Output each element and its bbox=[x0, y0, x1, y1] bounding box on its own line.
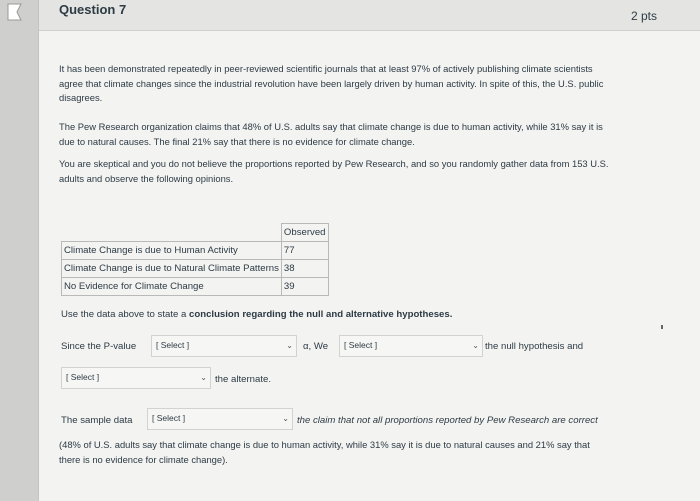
select-value: [ Select ] bbox=[152, 413, 186, 423]
claim-label: the claim that not all proportions reported by Pew Research are correct bbox=[297, 415, 598, 426]
question-card bbox=[38, 0, 700, 501]
chevron-down-icon: ⌄ bbox=[472, 341, 479, 350]
paragraph-sample: You are skeptical and you do not believe the proportions reported by Pew Research, and so you randomly gather data from 153 U.S. adults and observe the following opinions. bbox=[59, 158, 609, 184]
table-row bbox=[62, 278, 329, 296]
select-value: [ Select ] bbox=[156, 340, 190, 350]
decision-select[interactable] bbox=[339, 335, 483, 357]
alpha-we-label: α, We bbox=[303, 341, 329, 352]
pvalue-label: Since the P-value bbox=[61, 341, 137, 352]
table-row-label: Climate Change is due to Natural Climate Patterns bbox=[62, 260, 282, 278]
table-row bbox=[62, 260, 329, 278]
table-header-row bbox=[62, 224, 329, 242]
select-value: [ Select ] bbox=[344, 340, 378, 350]
sample-data-label: The sample data bbox=[61, 415, 133, 426]
pvalue-comparison-select[interactable] bbox=[151, 335, 297, 357]
table-header-observed: Observed bbox=[281, 224, 328, 242]
table-row-label: Climate Change is due to Human Activity bbox=[62, 242, 282, 260]
observed-table bbox=[61, 223, 329, 296]
question-title: Question 7 bbox=[59, 2, 127, 17]
paragraph-pew-claim: The Pew Research organization claims that 48% of U.S. adults say that climate change is due to human activity, while 31% say it is due to natural causes. The final 21% say that there is no evidence for climate change. bbox=[59, 121, 603, 147]
table-row-value: 39 bbox=[281, 278, 328, 296]
null-hypothesis-label: the null hypothesis and bbox=[485, 341, 584, 352]
chevron-down-icon: ⌄ bbox=[200, 373, 207, 382]
instruction-text bbox=[61, 309, 452, 320]
instruction-prefix: Use the data above to state a bbox=[61, 309, 190, 320]
sample-data-select[interactable] bbox=[147, 408, 293, 430]
chevron-down-icon: ⌄ bbox=[282, 414, 289, 423]
table-row-label: No Evidence for Climate Change bbox=[62, 278, 282, 296]
scrollbar-marker bbox=[661, 325, 663, 329]
question-points: 2 pts bbox=[630, 9, 657, 23]
question-header bbox=[39, 0, 700, 31]
table-corner-cell bbox=[62, 224, 282, 242]
alternate-label: the alternate. bbox=[215, 374, 272, 385]
table-row-value: 77 bbox=[281, 242, 328, 260]
alternate-decision-select[interactable] bbox=[61, 367, 211, 389]
claim-note: (48% of U.S. adults say that climate change is due to human activity, while 31% say it is due to natural causes and 21% say that there is no evidence for climate change). bbox=[59, 439, 590, 465]
flag-icon[interactable] bbox=[5, 2, 27, 22]
chevron-down-icon: ⌄ bbox=[286, 341, 293, 350]
table-row-value: 38 bbox=[281, 260, 328, 278]
paragraph-intro: It has been demonstrated repeatedly in peer-reviewed scientific journals that at least 97% of actively publishing climate scientists agree that climate changes since the industrial revolution have been largely driven by human activity. In spite of this, the U.S. public disagrees. bbox=[59, 63, 604, 103]
instruction-bold: conclusion regarding the null and alternative hypotheses. bbox=[189, 309, 453, 320]
select-value: [ Select ] bbox=[66, 372, 100, 382]
table-row bbox=[62, 242, 329, 260]
